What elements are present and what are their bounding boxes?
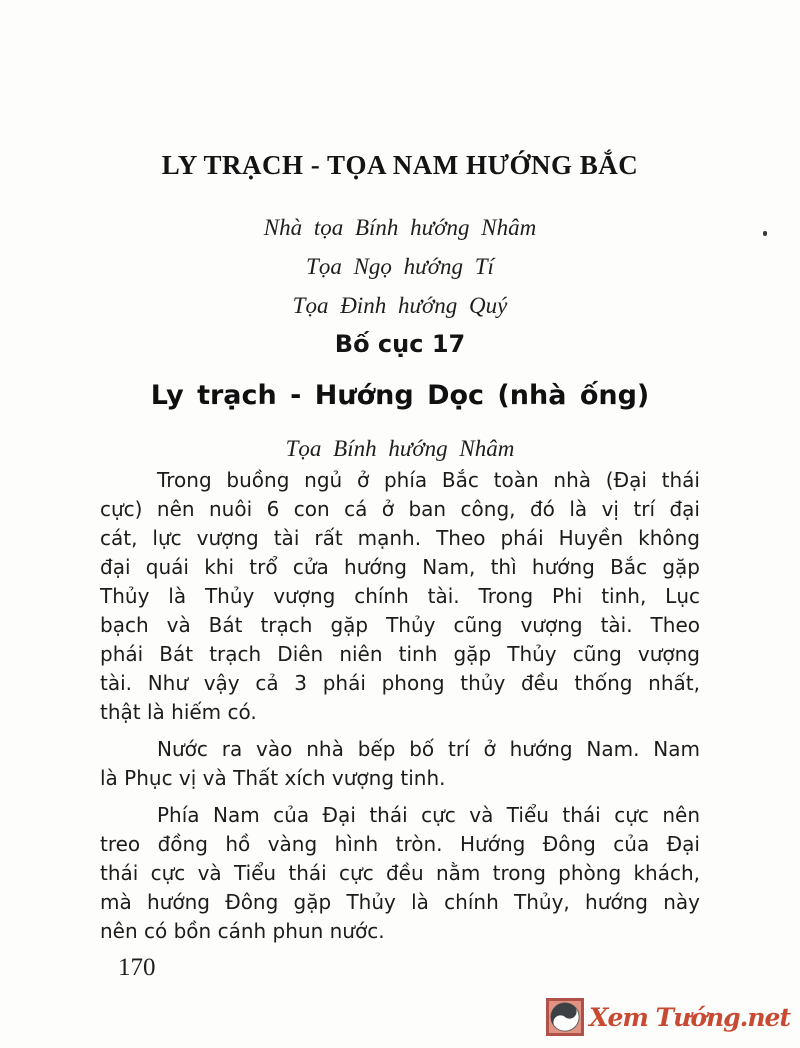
body-line: cát, lực vượng tài rất mạnh. Theo phái Huyền không [100, 526, 700, 550]
body-line: treo đồng hồ vàng hình tròn. Hướng Đông của Đại [100, 832, 700, 856]
subtitle-line: Tọa Ngọ hướng Tí [306, 254, 494, 279]
section-subheading: Tọa Bính hướng Nhâm [285, 436, 515, 461]
body-line: mà hướng Đông gặp Thủy là chính Thủy, hướng này [100, 890, 700, 914]
watermark-text: Xem Tướng.net [589, 1002, 790, 1032]
body-line: là Phục vị và Thất xích vượng tinh. [100, 766, 446, 790]
body-line: tài. Như vậy cả 3 phái phong thủy đều thống nhất, [100, 671, 700, 695]
body-line: nên có bồn cánh phun nước. [100, 919, 385, 943]
body-line: thật là hiếm có. [100, 700, 257, 724]
watermark [546, 998, 790, 1036]
body-line: Thủy là Thủy vượng chính tài. Trong Phi tinh, Lục [100, 584, 700, 608]
yin-yang-icon [546, 998, 584, 1036]
body-line: phái Bát trạch Diên niên tinh gặp Thủy cũng vượng [100, 642, 700, 666]
section-heading: Ly trạch - Hướng Dọc (nhà ống) [150, 380, 650, 411]
scan-speck [763, 231, 767, 236]
body-line: Phía Nam của Đại thái cực và Tiểu thái cực nên [157, 803, 700, 827]
page-number: 170 [118, 954, 156, 981]
subtitle-lines [0, 208, 800, 325]
subtitle-line: Nhà tọa Bính hướng Nhâm [263, 215, 537, 240]
subtitle-line: Tọa Đinh hướng Quý [292, 293, 508, 318]
body-line: đại quái khi trổ cửa hướng Nam, thì hướng Bắc gặp [100, 555, 700, 579]
body-line: bạch và Bát trạch gặp Thủy cũng vượng tài. Theo [100, 613, 700, 637]
body-line: Trong buồng ngủ ở phía Bắc toàn nhà (Đại thái [157, 468, 700, 492]
body-text [100, 466, 700, 946]
body-line: cực) nên nuôi 6 con cá ở ban công, đó là vị trí đại [100, 497, 700, 521]
body-line: thái cực và Tiểu thái cực đều nằm trong phòng khách, [100, 861, 700, 885]
body-line: Nước ra vào nhà bếp bố trí ở hướng Nam. Nam [157, 737, 700, 761]
page-title: LY TRẠCH - TỌA NAM HƯỚNG BẮC [161, 150, 639, 180]
section-label: Bố cục 17 [334, 330, 466, 358]
